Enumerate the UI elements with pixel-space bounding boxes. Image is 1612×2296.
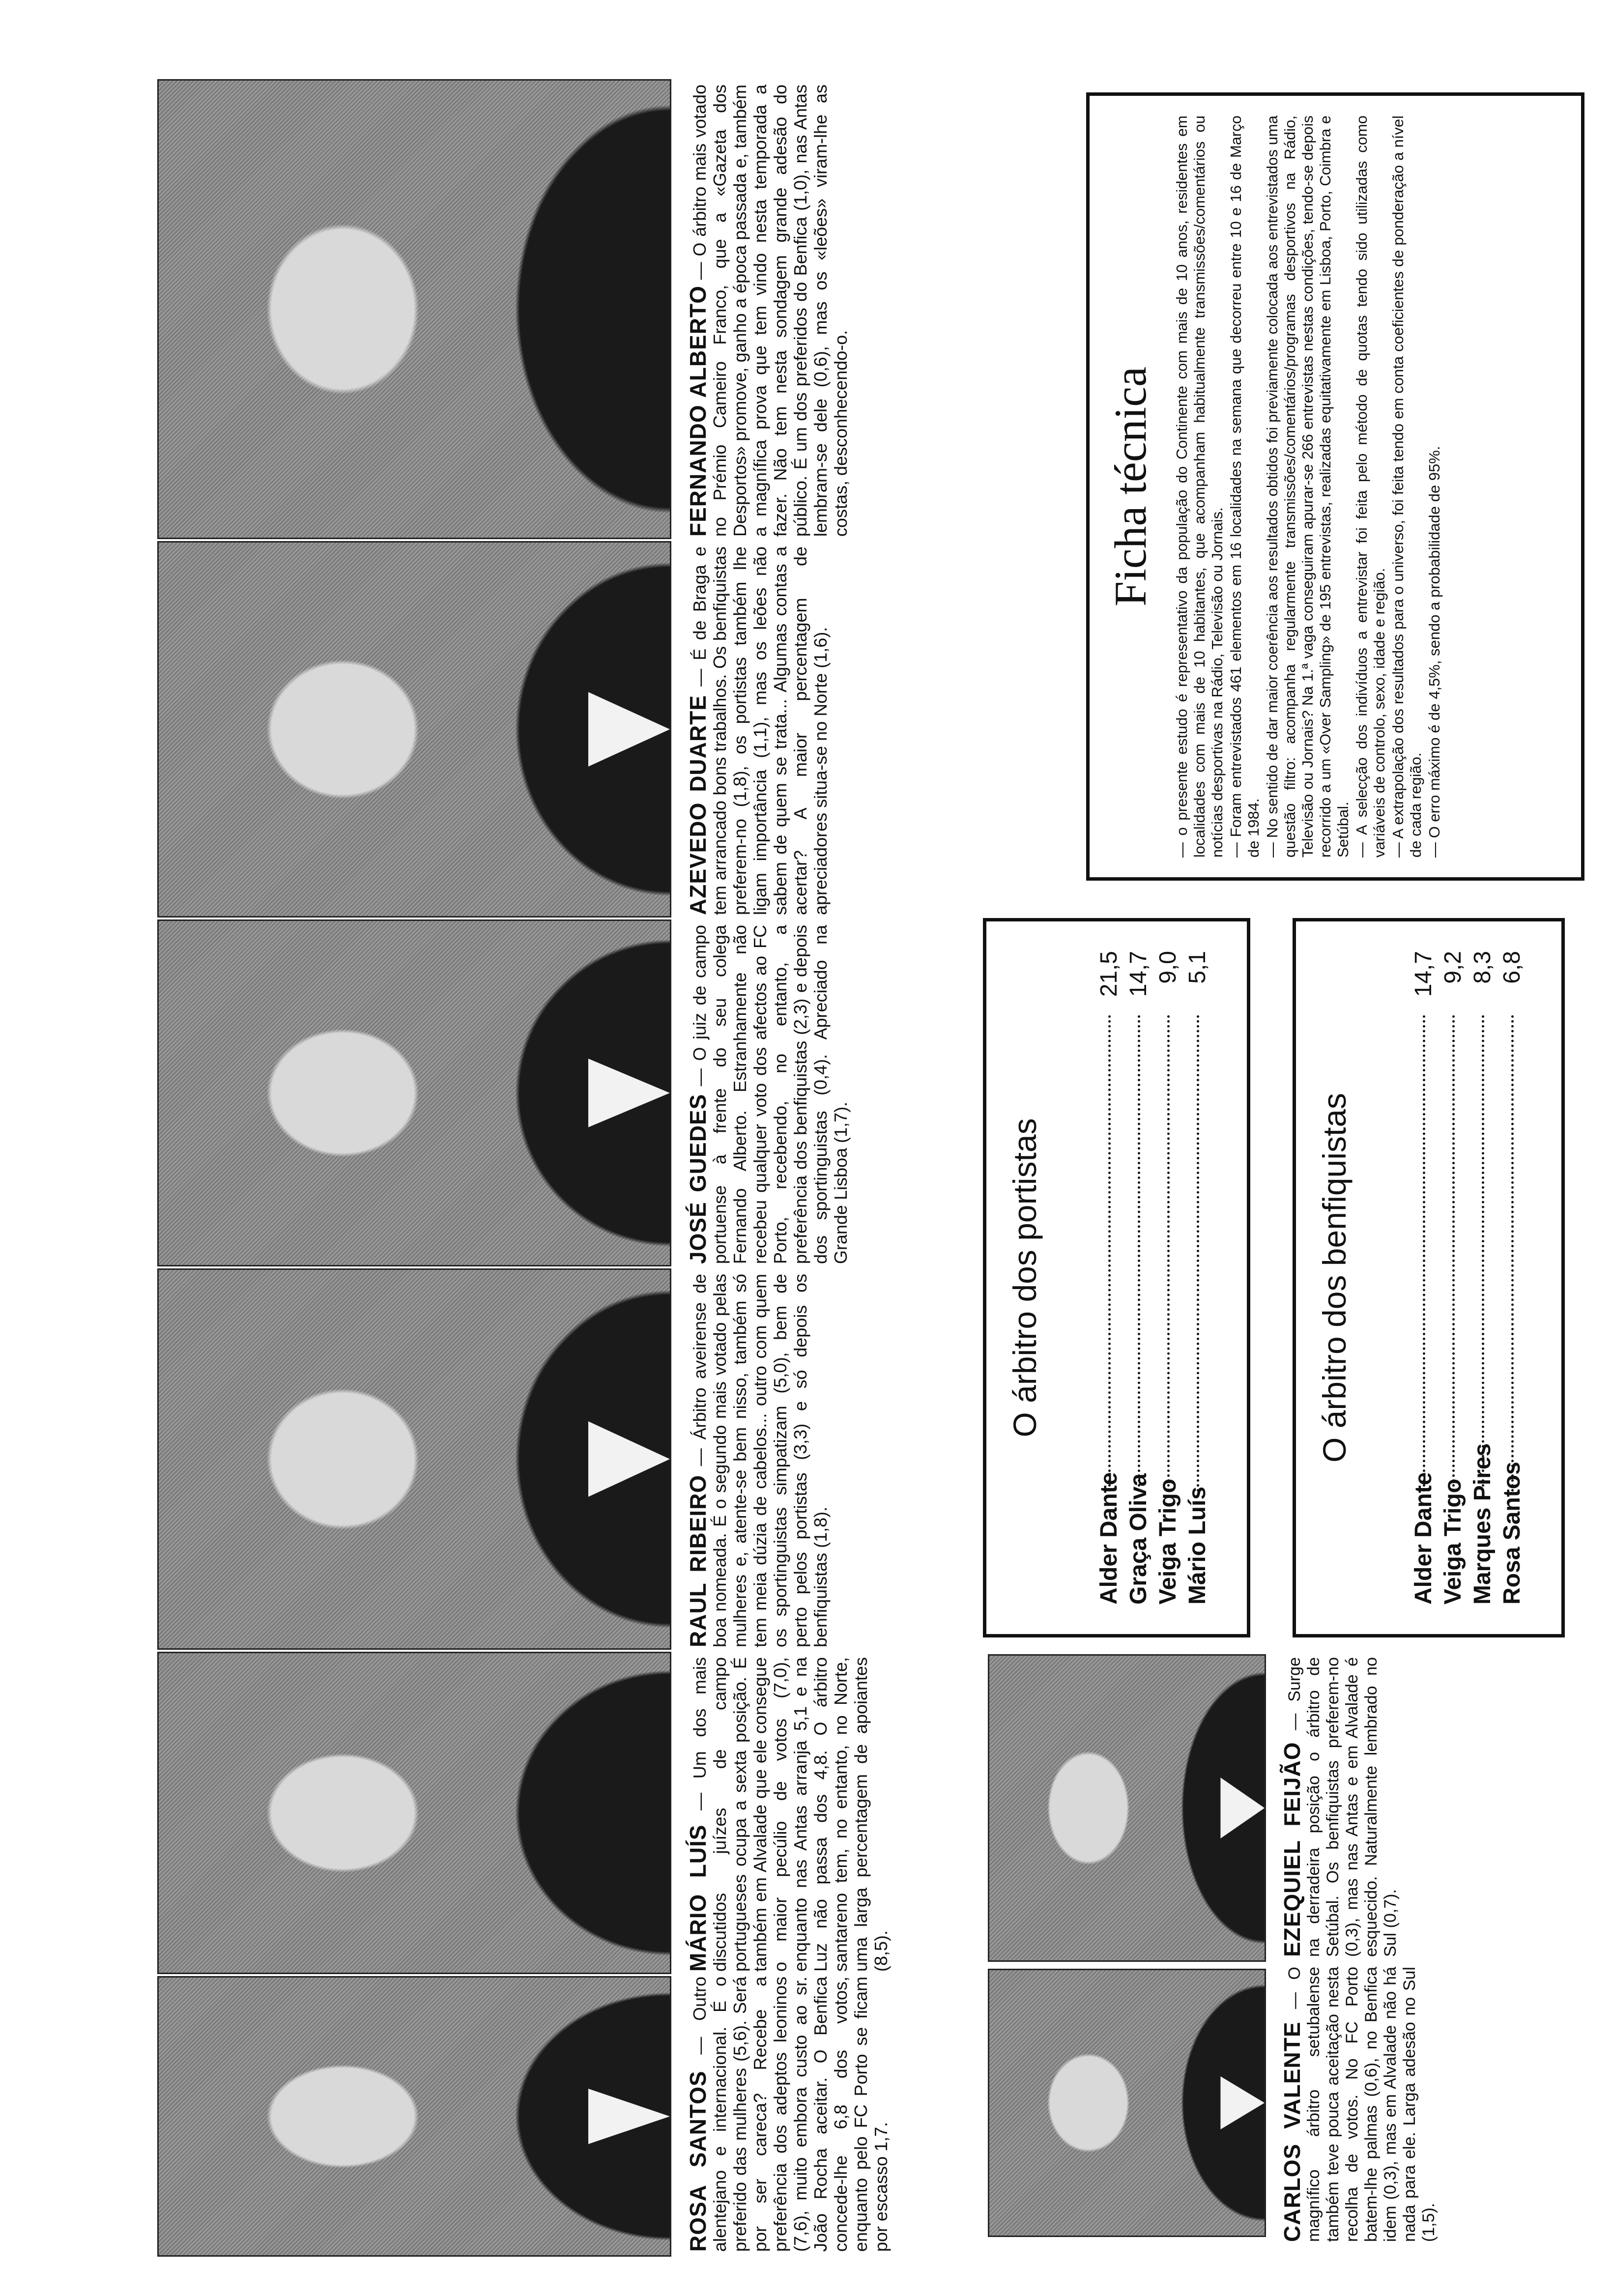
bio-name: FERNANDO ALBERTO	[685, 286, 711, 537]
benfiquistas-title: O árbitro dos benfiquistas	[1316, 1092, 1353, 1463]
bio-name: ROSA SANTOS	[685, 2070, 711, 2252]
percentage: 21,5	[1096, 951, 1122, 997]
portistas-ranking-box	[983, 918, 1250, 1637]
ficha-tecnica-box	[1086, 92, 1584, 881]
benfiquistas-list	[1409, 951, 1527, 1605]
photo-ezequiel-feijao	[988, 1654, 1266, 1962]
list-item: — No sentido de dar maior coerência aos resultados obtidos foi previamente colocada aos entrevistados uma questão filtro: acompanha regularmente transmissões/comentários/programas desportivos na Rádio, Televisão ou Jornais? Na 1.ª vaga conseguiram apurar-se 266 entrevistas nestas condições, tendo-se depois recorrido a um «Over Sampling» de 195 entrevistas, realizadas equitativamente em Lisboa, Porto, Coimbra e Setúbal.	[1264, 115, 1352, 858]
bio-carlos-valente	[1279, 1967, 1439, 2242]
benfiquistas-ranking-box	[1293, 918, 1565, 1637]
percentage: 9,2	[1440, 951, 1466, 984]
bio-text: — Árbitro aveirense de boa nomeada. É o segundo mais votado pelas mulheres e, atente-se bem nisso, também só tem meia dúzia de cabelos... outro com quem os sportinguistas simpatizam (5,0), bem de perto pelos portistas (3,3) e só depois os benfiquistas (1,8).	[690, 1274, 831, 1647]
bio-mario-luis	[685, 1657, 891, 1972]
list-item	[1153, 951, 1183, 1605]
referee-name: Veiga Trigo	[1155, 1478, 1181, 1605]
bio-name: JOSÉ GUEDES	[685, 1093, 711, 1264]
bio-text: — O árbitro mais votado no Prémio Cameiro Franco, que a «Gazeta dos Desportos» promove, ganho a época passada e, também a magnífica prova que tem vindo nesta temporada a fazer. Não tem nesta sondagem grande adesão do público. É um dos preferidos do Benfica (1,0), nas Antas lembram-se dele (0,6), mas os «leões» viram-lhe as costas, desconhecendo-o.	[690, 85, 851, 537]
list-item	[1183, 951, 1212, 1605]
list-item	[1468, 951, 1497, 1605]
bio-name: CARLOS VALENTE	[1279, 2021, 1305, 2242]
percentage: 5,1	[1184, 951, 1210, 984]
photo-jose-guedes	[157, 919, 671, 1266]
bio-azevedo-duarte	[685, 546, 831, 915]
ficha-title: Ficha técnica	[1105, 367, 1155, 606]
ficha-list	[1173, 115, 1444, 858]
list-item: — A selecção dos indivíduos a entrevistar foi feita pelo método de quotas tendo sido utilizadas como variáveis de controlo, sexo, idade e região.	[1353, 115, 1388, 858]
referee-name: Marques Pires	[1469, 1443, 1496, 1605]
referee-name: Alder Dante	[1410, 1472, 1437, 1605]
list-item	[1409, 951, 1439, 1605]
bio-fernando-alberto	[685, 85, 851, 537]
bio-text: — O magnífico árbitro setubalense também teve pouca aceitação nesta recolha de votos. No FC Porto batem-lhe palmas (0,6), no Benfica idem (0,3), mas em Alvalade não há nada para ele. Larga adesão no Sul (1,5).	[1285, 1967, 1438, 2242]
list-item	[1124, 951, 1153, 1605]
bio-text: — Outro alentejano e internacional. É o preferido das mulheres (5,6). Será por ser careca? Recebe a preferência dos adeptos leoninos (7,6), muito embora custo ao sr. João Rocha aceitar. O Benfica concede-lhe 6,8 dos votos, enquanto pelo FC Porto se ficam por escasso 1,7.	[690, 1977, 891, 2252]
referee-name: Rosa Santos	[1499, 1462, 1525, 1605]
bio-jose-guedes	[685, 925, 851, 1264]
list-item: — A extrapolação dos resultados para o universo, foi feita tendo em conta coeficientes de ponderação a nível de cada região.	[1389, 115, 1424, 858]
photo-mario-luis	[157, 1652, 671, 1974]
bio-name: MÁRIO LUÍS	[685, 1824, 711, 1972]
referee-name: Mário Luís	[1184, 1486, 1210, 1605]
referee-name: Veiga Trigo	[1440, 1478, 1466, 1605]
photo-rosa-santos	[157, 1976, 671, 2257]
photo-fernando-alberto	[157, 79, 671, 539]
bio-text: — Um dos mais discutidos juízes de campo portugueses ocupa a sexta posição. É também em Alvalade que ele consegue o maior pecúlio de votos (7,0), enquanto nas Antas arranja 5,1 e na Luz não passa dos 4,8. O árbitro santareno tem, no entanto, no Norte, uma larga percentagem de apoiantes (8,5).	[690, 1657, 891, 1972]
referee-name: Graça Oliva	[1125, 1473, 1151, 1605]
bio-text: — O juiz de campo portuense à frente do seu colega Fernando Alberto. Estranhamente não recebeu qualquer voto dos afectos ao FC Porto, recebendo, no entanto, a preferência dos benfiquistas (2,3) e depois dos sportinguistas (0,4). Apreciado na Grande Lisboa (1,7).	[690, 925, 851, 1264]
photo-azevedo-duarte	[157, 541, 671, 918]
percentage: 9,0	[1155, 951, 1181, 984]
bio-ezequiel-feijao	[1279, 1657, 1400, 1957]
photo-carlos-valente	[988, 1969, 1266, 2237]
list-item: — o presente estudo é representativo da população do Continente com mais de 10 anos, residentes em localidades com mais de 10 habitantes, que acompanham habitualmente transmissões/comentários ou notícias desportivas na Rádio, Televisão ou Jornais.	[1173, 115, 1226, 858]
list-item	[1094, 951, 1124, 1605]
bio-name: EZEQUIEL FEIJÃO	[1279, 1742, 1305, 1957]
percentage: 6,8	[1499, 951, 1525, 984]
percentage: 14,7	[1125, 951, 1151, 997]
percentage: 14,7	[1410, 951, 1437, 997]
percentage: 8,3	[1469, 951, 1496, 984]
referee-name: Alder Dante	[1096, 1472, 1122, 1605]
portistas-title: O árbitro dos portistas	[1007, 1118, 1043, 1437]
bio-text: — Surge na derradeira posição o árbitro de Setúbal. Os benfiquistas preferem-no (0,3), mas nas Antas e em Alvalade é esquecido. Naturalmente lembrado no Sul (0,7).	[1285, 1657, 1400, 1957]
list-item	[1439, 951, 1468, 1605]
bio-raul-ribeiro	[685, 1274, 831, 1647]
list-item	[1497, 951, 1527, 1605]
portistas-list	[1094, 951, 1212, 1605]
list-item: — O erro máximo é de 4,5%, sendo a probabilidade de 95%.	[1426, 446, 1443, 858]
bio-rosa-santos	[685, 1977, 891, 2252]
bio-text: — É de Braga e tem arrancado bons trabalhos. Os benfiquistas preferem-no (1,8), os portistas também lhe ligam importância (1,1), mas os leões não sabem de quem se trata... Algumas contas a acertar? A maior percentagem de apreciadores situa-se no Norte (1,6).	[690, 546, 831, 915]
bio-name: RAUL RIBEIRO	[685, 1474, 711, 1647]
bio-name: AZEVEDO DUARTE	[685, 695, 711, 915]
list-item: — Foram entrevistados 461 elementos em 16 localidades na semana que decorreu entre 10 e 16 de Março de 1984.	[1227, 115, 1262, 858]
photo-raul-ribeiro	[157, 1268, 671, 1650]
